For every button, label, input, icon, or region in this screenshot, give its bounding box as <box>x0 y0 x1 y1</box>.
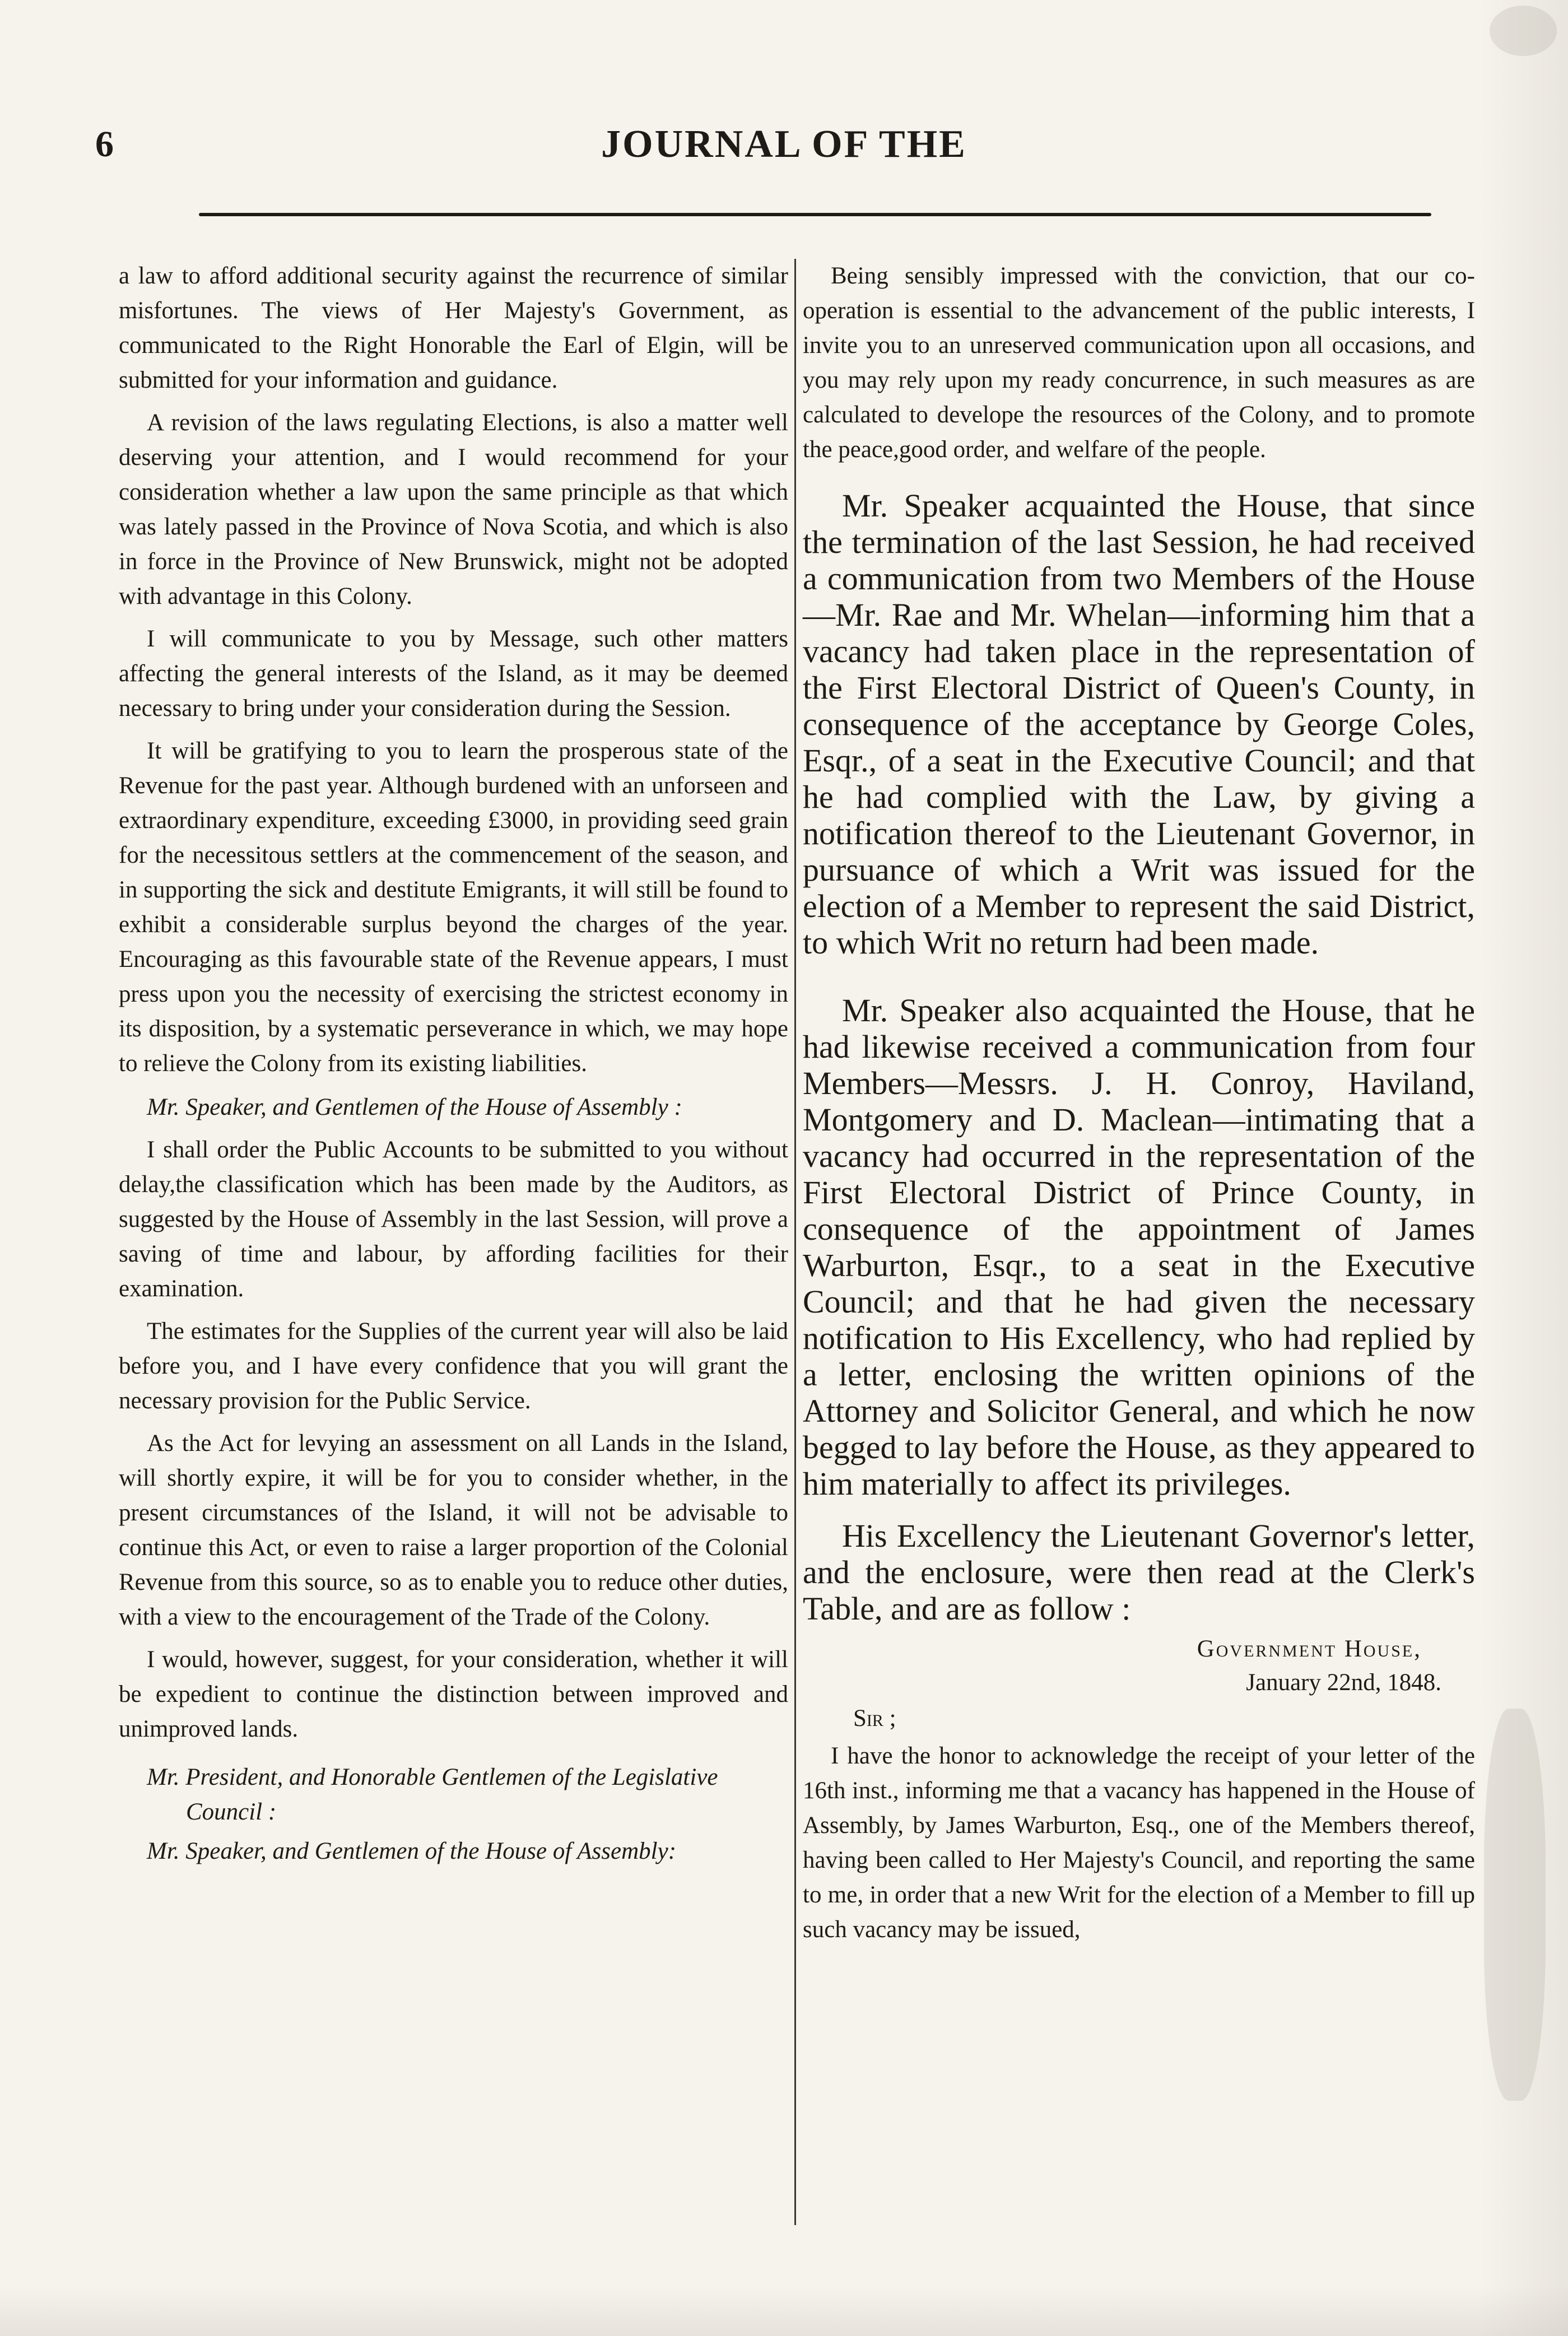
left-column <box>119 259 788 1869</box>
journal-entry: His Excellency the Lieutenant Governor's letter, and the enclosure, were then read at the Clerk's Table, and are as follow : <box>803 1518 1475 1627</box>
page-number: 6 <box>95 124 114 165</box>
paragraph: It will be gratifying to you to learn the prosperous state of the Revenue for the past year. Although burdened with an unforseen and extraordinary expenditure, exceeding £3000, in providing seed grain for the necessitous settlers at the commencement of the season, and in supporting the sick and destitute Emigrants, it will still be found to exhibit a considerable surplus beyond the charges of the year. Encouraging as this favourable state of the Revenue appears, I must press upon you the necessity of exercising the strictest economy in its disposition, by a systematic perseverance in which, we may hope to relieve the Colony from its existing liabilities. <box>119 738 788 1077</box>
column-divider <box>794 259 796 2225</box>
letter-body: I have the honor to acknowledge the receipt of your letter of the 16th inst., informing me that a vacancy has happened in the House of Assembly, by James Warburton, Esq., one of the Members thereof, having been called to Her Majesty's Council, and reporting the same to me, in order that a new Writ for the election of a Member to fill up such vacancy may be issued, <box>803 1743 1475 1943</box>
address-heading: Mr. Speaker, and Gentlemen of the House of Assembly : <box>147 1094 682 1120</box>
paragraph: I will communicate to you by Message, such other matters affecting the general interests of the Island, as it may be deemed necessary to bring under your consideration during the Session. <box>119 626 788 722</box>
address-heading: Mr. President, and Honorable Gentlemen of the Legislative Council : <box>147 1764 718 1825</box>
paragraph: A revision of the laws regulating Elections, is also a matter well deserving your attention, and I would recommend for your consideration whether a law upon the same principle as that which was lately passed in the Province of Nova Scotia, and which is also in force in the Province of New Brunswick, might not be adopted with advantage in this Colony. <box>119 410 788 609</box>
running-head: JOURNAL OF THE <box>601 123 967 166</box>
paragraph: I would, however, suggest, for your consideration, whether it will be expedient to continue the distinction between improved and unimproved lands. <box>119 1646 788 1742</box>
scan-smudge <box>1484 1709 1546 2101</box>
letter-date: January 22nd, 1848. <box>1246 1669 1441 1696</box>
address-heading: Mr. Speaker, and Gentlemen of the House of Assembly: <box>147 1838 677 1864</box>
journal-entry: Mr. Speaker acquainted the House, that since the termination of the last Session, he had received a communication from two Members of the House—Mr. Rae and Mr. Whelan—informing him that a vacancy had taken place in the representation of the First Electoral District of Queen's County, in consequence of the acceptance by George Coles, Esqr., of a seat in the Executive Council; and that he had complied with the Law, by giving a notification thereof to the Lieutenant Governor, in pursuance of which a Writ was issued for the election of a Member to represent the said District, to which Writ no return had been made. <box>803 487 1475 961</box>
scan-smudge <box>1490 6 1557 56</box>
governor-letter <box>803 1632 1475 1947</box>
paragraph: The estimates for the Supplies of the current year will also be laid before you, and I have every confidence that you will grant the necessary provision for the Public Service. <box>119 1318 788 1414</box>
paragraph: I shall order the Public Accounts to be submitted to you without delay,the classification which has been made by the Auditors, as suggested by the House of Assembly in the last Session, will prove a saving of time and labour, by affording facilities for their examination. <box>119 1137 788 1302</box>
paragraph: a law to afford additional security against the recurrence of similar misfortunes. The views of Her Majesty's Government, as communicated to the Right Honorable the Earl of Elgin, will be submitted for your information and guidance. <box>119 263 788 393</box>
journal-entry: Mr. Speaker also acquainted the House, that he had likewise received a communication from four Members—Messrs. J. H. Conroy, Haviland, Montgomery and D. Maclean—intimating that a vacancy had occurred in the representation of the First Electoral District of Prince County, in consequence of the appointment of James Warburton, Esqr., to a seat in the Executive Council; and that he had given the necessary notification to His Excellency, who had replied by a letter, enclosing the written opinions of the Attorney and Solicitor General, and which he now begged to lay before the House, as they appeared to him materially to affect its privileges. <box>803 992 1475 1502</box>
letter-address: Government House, <box>1197 1636 1422 1662</box>
page-bottom-shading <box>0 2286 1568 2336</box>
right-column <box>803 259 1475 1947</box>
header-rule <box>199 213 1431 216</box>
letter-salutation: Sir ; <box>853 1705 896 1732</box>
paragraph: As the Act for levying an assessment on all Lands in the Island, will shortly expire, it will be for you to consider whether, in the present circumstances of the Island, it will not be advisable to continue this Act, or even to raise a larger proportion of the Colonial Revenue from this source, so as to enable you to reduce other duties, with a view to the encouragement of the Trade of the Colony. <box>119 1430 788 1630</box>
paragraph: Being sensibly impressed with the conviction, that our co-operation is essential to the advancement of the public interests, I invite you to an unreserved communication upon all occasions, and you may rely upon my ready concurrence, in such measures as are calculated to develope the resources of the Colony, and to promote the peace,good order, and welfare of the people. <box>803 263 1475 463</box>
